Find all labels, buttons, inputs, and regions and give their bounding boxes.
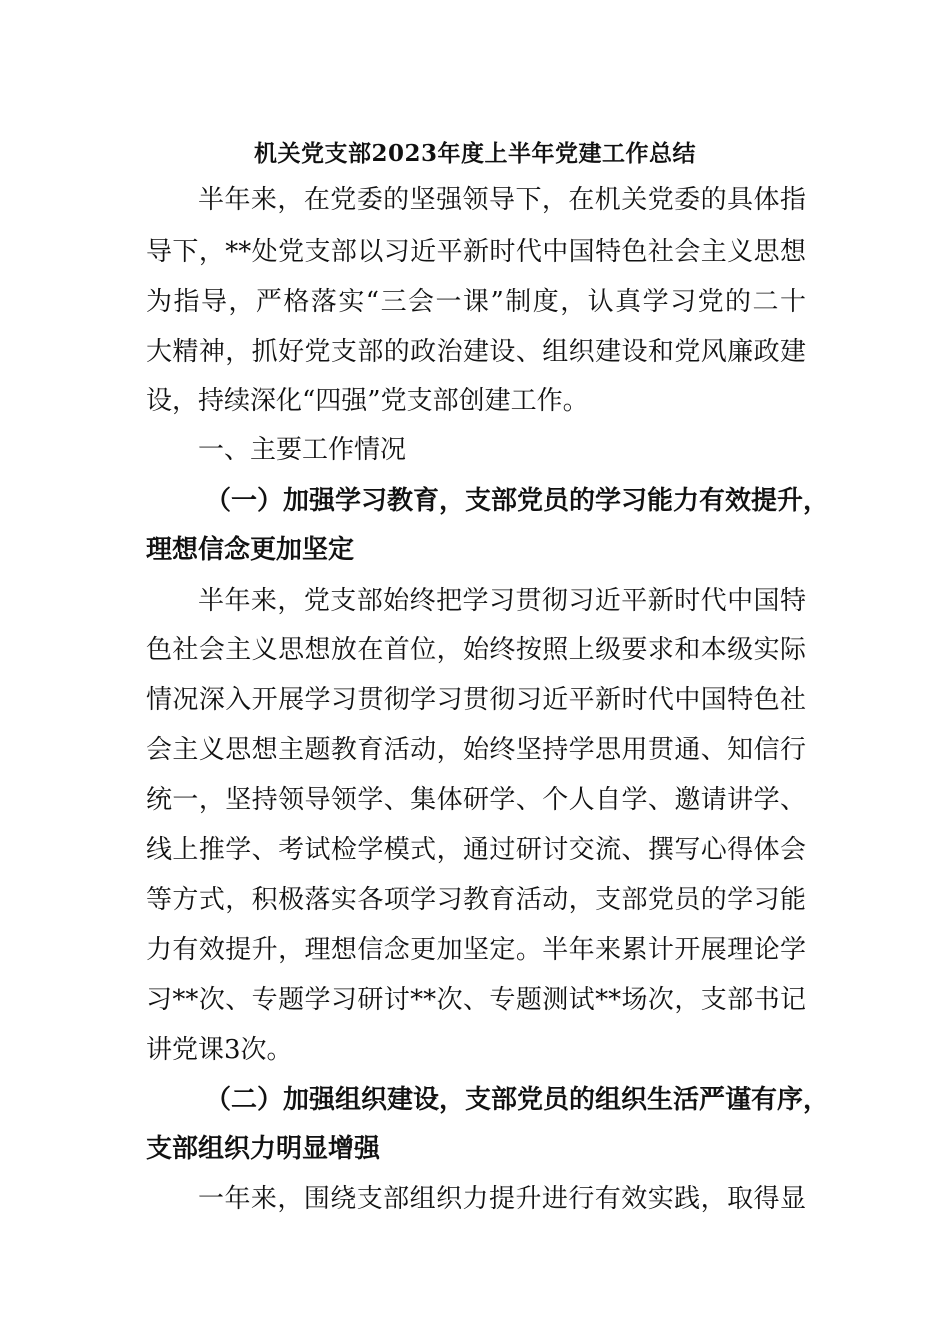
sub1-body-line-10: 讲党课3次。 [146,1035,293,1065]
sub1-body-line-8: 力有效提升，理想信念更加坚定。半年来累计开展理论学 [146,935,806,965]
intro-line-2: 导下，**处党支部以习近平新时代中国特色社会主义思想 [146,237,806,267]
intro-line-3: 为指导，严格落实“三会一课”制度，认真学习党的二十 [146,287,806,317]
sub1-body-line-2: 色社会主义思想放在首位，始终按照上级要求和本级实际 [146,635,806,665]
subsection-2-heading-line-1: （二）加强组织建设，支部党员的组织生活严谨有序， [205,1085,830,1115]
sub1-body-line-4: 会主义思想主题教育活动，始终坚持学思用贯通、知信行 [146,735,806,765]
sub2-body-line-1: 一年来，围绕支部组织力提升进行有效实践，取得显 [198,1184,806,1214]
document-title: 机关党支部2023年度上半年党建工作总结 [253,140,696,167]
subsection-2-heading-line-2: 支部组织力明显增强 [146,1134,381,1164]
subsection-1-heading-line-1: （一）加强学习教育，支部党员的学习能力有效提升， [205,486,830,516]
sub1-body-line-7: 等方式，积极落实各项学习教育活动，支部党员的学习能 [146,885,806,915]
sub1-body-line-3: 情况深入开展学习贯彻学习贯彻习近平新时代中国特色社 [146,685,806,715]
sub1-body-line-6: 线上推学、考试检学模式，通过研讨交流、撰写心得体会 [146,835,806,865]
sub1-body-line-5: 统一，坚持领导领学、集体研学、个人自学、邀请讲学、 [146,785,806,815]
intro-line-4: 大精神，抓好党支部的政治建设、组织建设和党风廉政建 [146,337,806,367]
sub1-body-line-1: 半年来，党支部始终把学习贯彻习近平新时代中国特 [198,586,806,616]
intro-line-1: 半年来，在党委的坚强领导下，在机关党委的具体指 [198,185,806,215]
sub1-body-line-9: 习**次、专题学习研讨**次、专题测试**场次，支部书记 [146,985,806,1015]
intro-line-5: 设，持续深化“四强”党支部创建工作。 [146,386,589,416]
section-1-heading: 一、主要工作情况 [198,435,407,465]
subsection-1-heading-line-2: 理想信念更加坚定 [146,535,355,565]
